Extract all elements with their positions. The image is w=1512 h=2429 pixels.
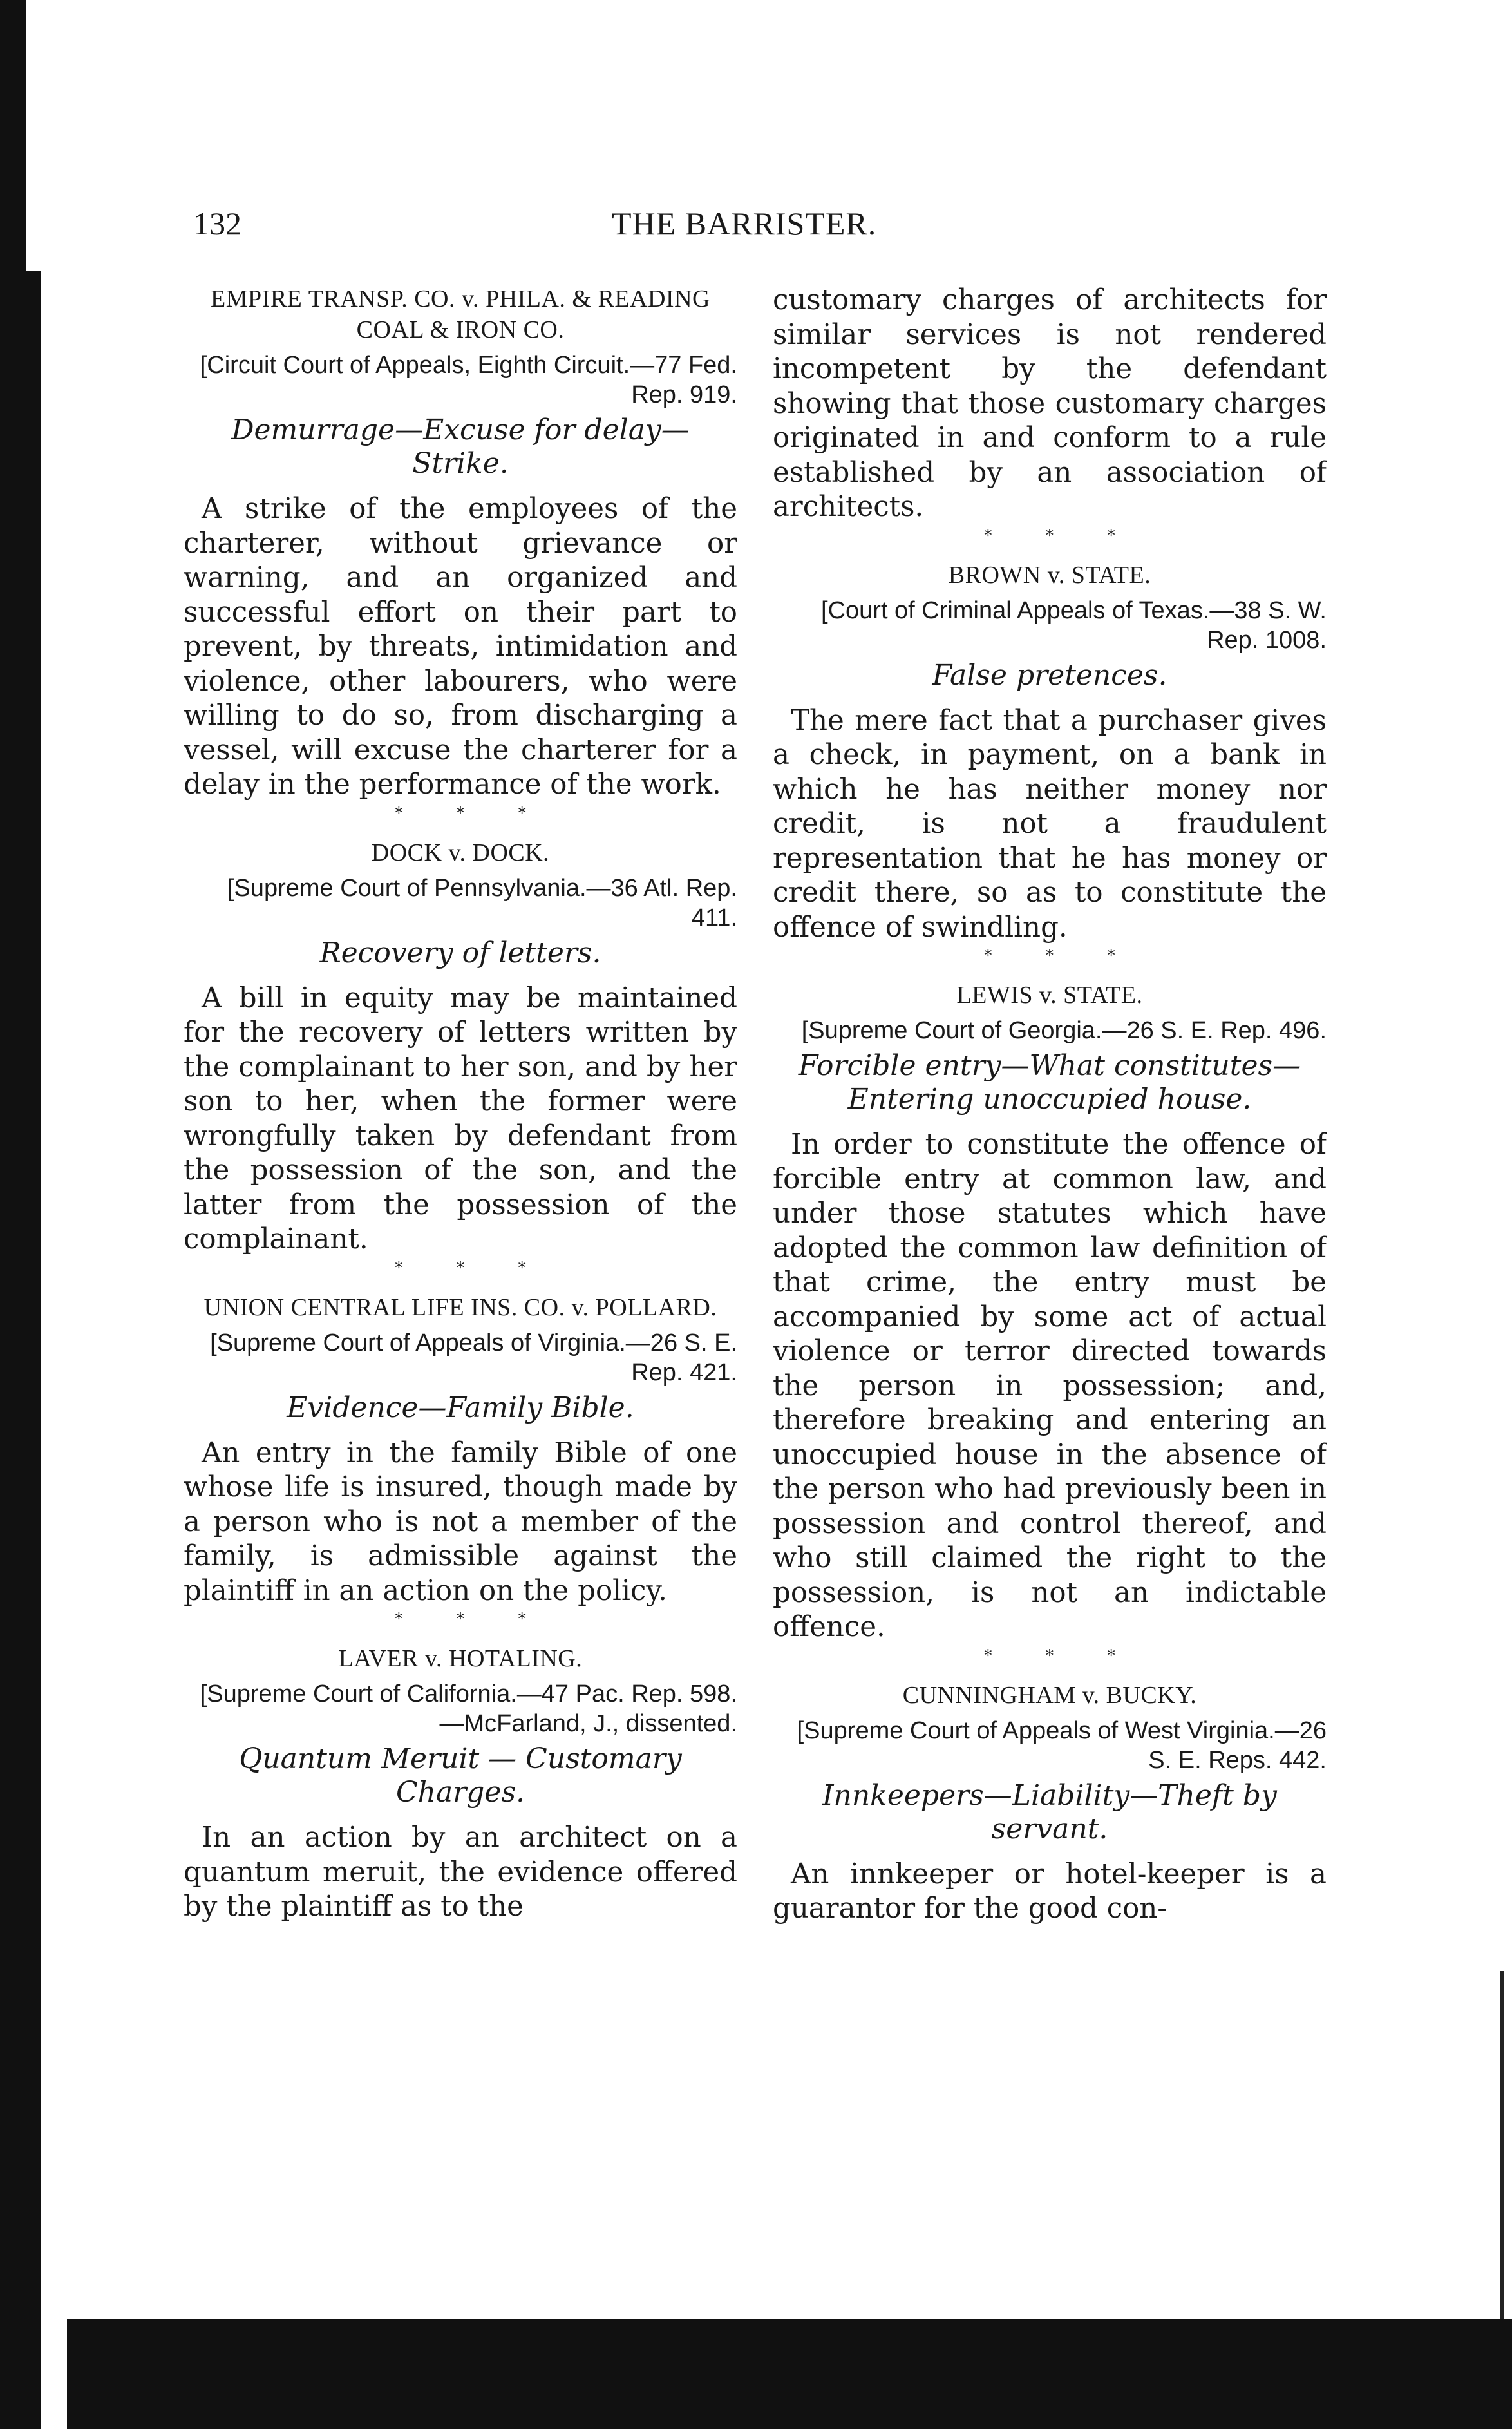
case-body: A bill in equity may be maintained for the recovery of letters written by the complainant to her son, and by her son to her, when the former were wrongfully taken by defendant from the possession of the son, and the latter from the possession of the complainant. <box>184 982 737 1255</box>
scan-bottom-edge <box>41 2319 1512 2429</box>
case-title: DOCK v. DOCK. <box>371 839 550 866</box>
case-body: In an action by an architect on a quantum meruit, the evidence offered by the plaintiff as to the <box>184 1822 737 1923</box>
scan-right-rule <box>1500 1971 1504 2319</box>
court-citation: [Supreme Court of Pennsylvania.—36 Atl. Rep. 411. <box>227 874 737 931</box>
case-entry <box>184 283 737 803</box>
section-separator: * * * <box>984 526 1140 544</box>
running-head: THE BARRISTER. <box>612 205 877 242</box>
case-body: In order to constitute the offence of forcible entry at common law, and under those statutes which have adopted the common law definition of that crime, the entry must be accompanied by some act of actual violence or terror directed towards the person in possession; and, therefore breaking and entering an unoccupied house in the absence of the person who had previously been in possession and control thereof, and who still claimed the right to the possession, is not an indictable offence. <box>773 1129 1327 1643</box>
case-body: A strike of the employees of the charterer, without grievance or warning, and an organized and successful effort on their part to prevent, by threats, intimidation and violence, other labourers, who were willing to do so, from discharging a vessel, will excuse the charterer for a delay in the performance of the work. <box>184 493 737 801</box>
case-title: EMPIRE TRANSP. CO. v. PHILA. & READING COAL & IRON CO. <box>211 285 710 343</box>
case-title: UNION CENTRAL LIFE INS. CO. v. POLLARD. <box>203 1293 717 1321</box>
right-column <box>773 283 1327 2312</box>
court-citation: [Court of Criminal Appeals of Texas.—38 S. W. Rep. 1008. <box>821 596 1327 654</box>
section-separator: * * * <box>984 1646 1140 1664</box>
case-body-continuation: customary charges of architects for similar services is not rendered incompetent by the defendant showing that those customary charges originated in and conform to a rule established by an association of architects. <box>773 284 1327 523</box>
section-separator: * * * <box>984 946 1140 964</box>
section-separator: * * * <box>395 1258 551 1277</box>
case-entry <box>773 1680 1327 1927</box>
case-entry <box>184 1292 737 1609</box>
case-title: BROWN v. STATE. <box>948 561 1151 589</box>
case-headnote: False pretences. <box>932 658 1167 692</box>
page-header <box>0 205 1512 256</box>
case-entry <box>773 980 1327 1645</box>
case-entry <box>184 837 737 1257</box>
scan-bottom-edge-gap <box>41 2319 67 2429</box>
case-entry <box>773 560 1327 946</box>
case-headnote: Quantum Meruit — Customary Charges. <box>239 1742 682 1809</box>
case-body: The mere fact that a purchaser gives a check, in payment, on a bank in which he has neither money nor credit, is not a fraudulent representation that he has money or credit there, so as to constitute the offence of swindling. <box>773 704 1327 944</box>
case-title: LAVER v. HOTALING. <box>338 1645 583 1672</box>
case-body: An innkeeper or hotel-keeper is a guarantor for the good con- <box>773 1858 1327 1925</box>
case-headnote: Innkeepers—Liability—Theft by servant. <box>822 1778 1277 1845</box>
scan-left-edge <box>0 0 41 2429</box>
case-title: LEWIS v. STATE. <box>956 982 1143 1009</box>
case-headnote: Forcible entry—What constitutes—Entering unoccupied house. <box>798 1049 1301 1116</box>
case-title: CUNNINGHAM v. BUCKY. <box>902 1681 1197 1709</box>
court-citation: [Supreme Court of Appeals of West Virginia.—26 S. E. Reps. 442. <box>797 1717 1327 1774</box>
case-entry <box>184 1643 737 1925</box>
left-column <box>184 283 737 2312</box>
section-separator: * * * <box>395 1610 551 1628</box>
court-citation: [Supreme Court of California.—47 Pac. Rep. 598.—McFarland, J., dissented. <box>200 1681 737 1737</box>
page-number: 132 <box>193 205 241 242</box>
court-citation: [Supreme Court of Appeals of Virginia.—26 S. E. Rep. 421. <box>210 1329 737 1386</box>
section-separator: * * * <box>395 803 551 822</box>
case-headnote: Demurrage—Excuse for delay—Strike. <box>231 414 690 480</box>
court-citation: [Circuit Court of Appeals, Eighth Circuit.—77 Fed. Rep. 919. <box>200 352 737 408</box>
court-citation: [Supreme Court of Georgia.—26 S. E. Rep. 496. <box>801 1017 1327 1044</box>
case-headnote: Evidence—Family Bible. <box>287 1391 634 1424</box>
case-headnote: Recovery of letters. <box>319 936 601 969</box>
case-body: An entry in the family Bible of one whose life is insured, though made by a person who is not a member of the family, is admissible against the plaintiff in an action on the policy. <box>184 1436 737 1607</box>
